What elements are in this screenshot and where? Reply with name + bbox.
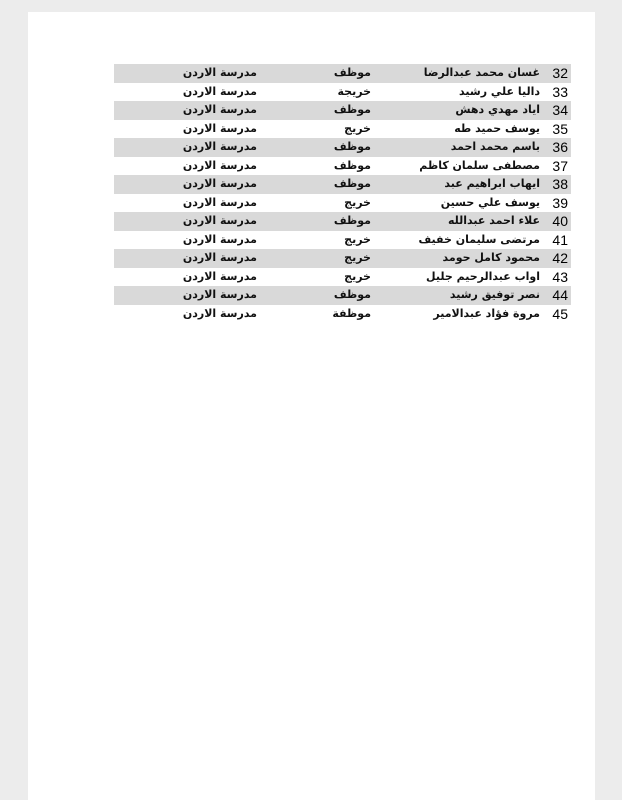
row-place: مدرسة الاردن (182, 121, 257, 135)
row-number: 40 (552, 213, 568, 229)
row-place: مدرسة الاردن (182, 103, 257, 116)
row-name: محمود كامل حومد (442, 251, 540, 264)
document-page (28, 12, 595, 800)
row-number: 38 (552, 176, 568, 192)
row-name: مرتضى سليمان خفيف (418, 232, 540, 246)
row-status: خريجة (337, 84, 371, 98)
row-name: يوسف علي حسين (440, 195, 540, 209)
row-place: مدرسة الاردن (182, 214, 257, 227)
row-place: مدرسة الاردن (182, 288, 257, 301)
table-row (114, 120, 571, 139)
row-number: 32 (552, 65, 568, 81)
table-row (114, 268, 571, 287)
row-name: نصر توفيق رشيد (449, 288, 540, 301)
row-name: اواب عبدالرحيم جليل (426, 269, 540, 283)
row-number: 35 (552, 120, 568, 137)
row-place: مدرسة الاردن (182, 84, 257, 98)
row-name: مروة فؤاد عبدالامير (433, 306, 540, 320)
row-number: 39 (552, 194, 568, 211)
row-status: خريج (344, 232, 371, 246)
table-row (114, 194, 571, 213)
row-place: مدرسة الاردن (182, 251, 257, 264)
table-row (114, 157, 571, 176)
row-status: موظف (333, 288, 371, 301)
table-row (114, 101, 571, 120)
row-name: باسم محمد احمد (450, 140, 540, 153)
row-status: خريج (344, 251, 371, 264)
row-number: 44 (552, 287, 568, 303)
table-row (114, 286, 571, 305)
row-status: موظف (333, 66, 371, 79)
row-place: مدرسة الاردن (182, 66, 257, 79)
row-place: مدرسة الاردن (182, 269, 257, 283)
row-place: مدرسة الاردن (182, 232, 257, 246)
row-name: علاء احمد عبدالله (448, 214, 540, 227)
row-name: داليا علي رشيد (459, 84, 540, 98)
table-row (114, 83, 571, 102)
staff-table (114, 64, 571, 323)
row-number: 33 (552, 83, 568, 100)
row-number: 34 (552, 102, 568, 118)
table-row (114, 305, 571, 324)
row-status: خريج (344, 195, 371, 209)
row-number: 43 (552, 268, 568, 285)
row-status: موظفة (332, 306, 371, 320)
row-name: يوسف حميد طه (454, 121, 540, 135)
row-status: موظف (333, 158, 371, 172)
row-place: مدرسة الاردن (182, 140, 257, 153)
table-row (114, 249, 571, 268)
row-status: موظف (333, 103, 371, 116)
row-number: 42 (552, 250, 568, 266)
row-place: مدرسة الاردن (182, 195, 257, 209)
row-status: موظف (333, 140, 371, 153)
table-row (114, 175, 571, 194)
row-number: 41 (552, 231, 568, 248)
row-status: موظف (333, 214, 371, 227)
table-row (114, 212, 571, 231)
row-place: مدرسة الاردن (182, 158, 257, 172)
table-row (114, 138, 571, 157)
table-row (114, 231, 571, 250)
row-place: مدرسة الاردن (182, 306, 257, 320)
row-status: خريج (344, 269, 371, 283)
row-status: موظف (333, 177, 371, 190)
row-name: غسان محمد عبدالرضا (423, 66, 540, 79)
row-status: خريج (344, 121, 371, 135)
row-name: مصطفى سلمان كاظم (419, 158, 540, 172)
row-name: ايهاب ابراهيم عبد (444, 177, 540, 190)
row-number: 36 (552, 139, 568, 155)
row-number: 45 (552, 305, 568, 322)
table-row (114, 64, 571, 83)
row-number: 37 (552, 157, 568, 174)
row-place: مدرسة الاردن (182, 177, 257, 190)
row-name: اياد مهدي دهش (455, 103, 540, 116)
